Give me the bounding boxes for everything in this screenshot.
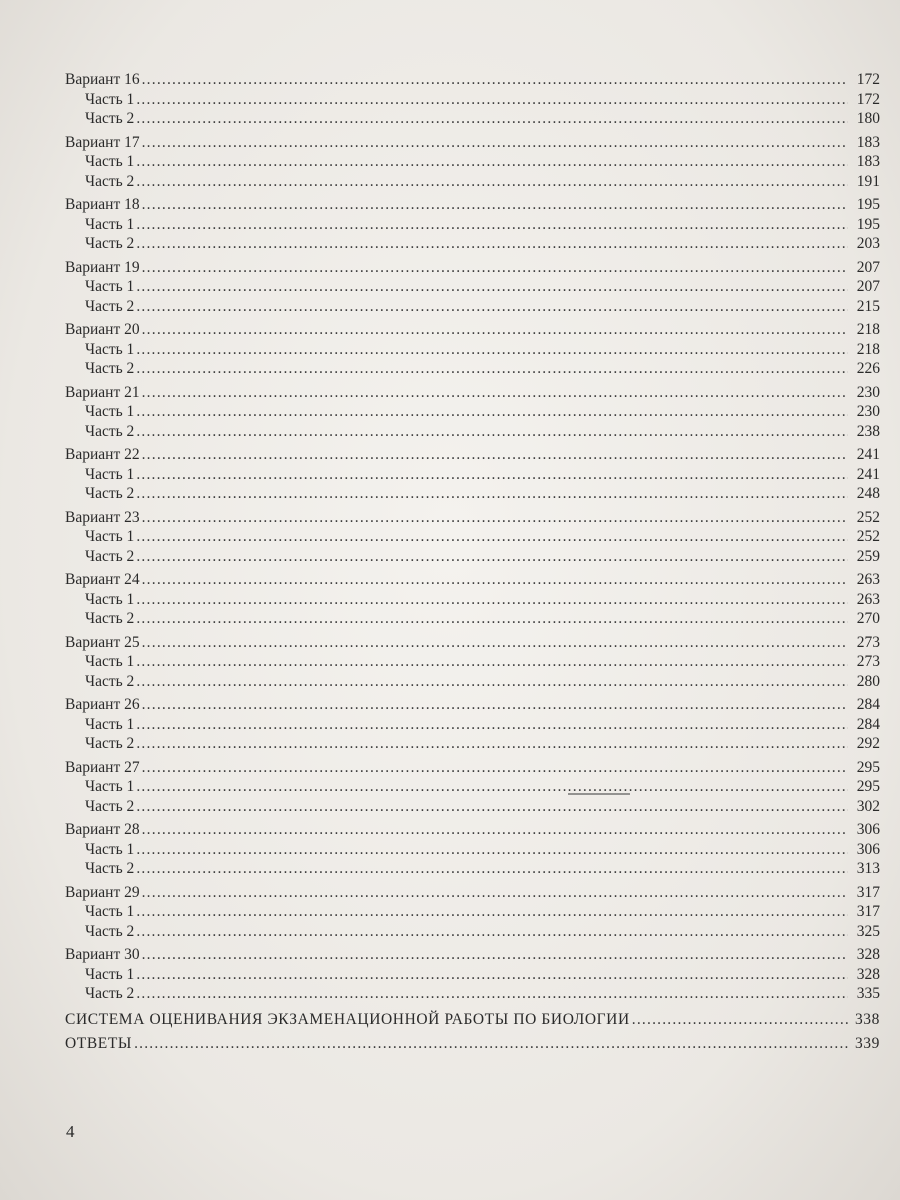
toc-variant-group [65, 508, 880, 567]
dot-leader [136, 109, 848, 129]
toc-variant-entry-page-number: 183 [856, 133, 880, 151]
toc-variant-entry[interactable] [65, 508, 880, 528]
dot-leader [142, 320, 848, 340]
toc-variant-entry-page-number: 328 [856, 946, 880, 963]
dot-leader [136, 840, 848, 860]
toc-part-entry-label: Часть 2 [85, 922, 135, 940]
toc-part-entry-label: Часть 1 [85, 340, 135, 358]
dot-leader [136, 422, 848, 442]
toc-part-entry[interactable] [65, 215, 880, 235]
toc-part-entry[interactable] [65, 965, 880, 985]
toc-section-entry[interactable] [65, 1008, 880, 1032]
toc-part-entry-label: Часть 1 [85, 590, 135, 608]
toc-variant-entry[interactable] [65, 445, 880, 465]
toc-variant-entry-label: Вариант 16 [65, 71, 140, 88]
toc-part-entry-page-number: 273 [856, 653, 880, 670]
toc-variant-group [65, 758, 880, 817]
toc-part-entry[interactable] [65, 152, 880, 172]
toc-part-entry-label: Часть 1 [85, 465, 135, 483]
toc-variant-group [65, 133, 880, 192]
toc-part-entry-page-number: 335 [856, 985, 880, 1002]
dot-leader [142, 883, 848, 903]
dot-leader [136, 215, 848, 235]
toc-part-entry[interactable] [65, 840, 880, 860]
toc-part-entry-label: Часть 2 [85, 485, 135, 502]
toc-part-entry-label: Часть 2 [85, 610, 135, 627]
toc-variant-entry-label: Вариант 19 [65, 258, 140, 276]
toc-variant-entry-label: Вариант 20 [65, 321, 140, 338]
dot-leader [142, 383, 848, 403]
toc-part-entry-label: Часть 2 [85, 297, 135, 315]
toc-part-entry-page-number: 226 [856, 360, 880, 377]
toc-part-entry[interactable] [65, 777, 880, 797]
toc-variant-entry-page-number: 230 [856, 383, 880, 401]
toc-part-entry-label: Часть 1 [85, 403, 135, 420]
toc-part-entry-label: Часть 2 [85, 235, 135, 252]
dot-leader [136, 527, 848, 547]
toc-variant-entry[interactable] [65, 320, 880, 340]
toc-variant-entry-page-number: 195 [856, 196, 880, 213]
toc-part-entry-label: Часть 2 [85, 735, 135, 752]
dot-leader [136, 922, 848, 942]
toc-part-entry[interactable] [65, 109, 880, 129]
toc-variant-entry-label: Вариант 21 [65, 383, 140, 401]
toc-variant-group [65, 820, 880, 879]
toc-variant-entry[interactable] [65, 570, 880, 590]
toc-variant-group [65, 945, 880, 1004]
toc-part-entry-page-number: 195 [856, 215, 880, 233]
toc-part-entry-label: Часть 1 [85, 715, 135, 733]
toc-part-entry-page-number: 230 [856, 403, 880, 420]
toc-section-entry-label: СИСТЕМА ОЦЕНИВАНИЯ ЭКЗАМЕНАЦИОННОЙ РАБОТЫ ПО БИОЛОГИИ [65, 1010, 630, 1028]
toc-part-entry-label: Часть 1 [85, 528, 135, 545]
toc-part-entry[interactable] [65, 172, 880, 192]
toc-variant-group [65, 320, 880, 379]
dot-leader [142, 195, 848, 215]
toc-part-entry-page-number: 302 [856, 797, 880, 815]
toc-part-entry[interactable] [65, 527, 880, 547]
dot-leader [136, 90, 848, 110]
toc-section-entry-label: ОТВЕТЫ [65, 1034, 133, 1052]
toc-variant-entry-label: Вариант 28 [65, 821, 140, 838]
toc-part-entry[interactable] [65, 734, 880, 754]
dot-leader [136, 152, 848, 172]
toc-part-entry-label: Часть 2 [85, 422, 135, 440]
toc-variant-entry-label: Вариант 24 [65, 571, 140, 588]
toc-part-entry-page-number: 183 [856, 153, 880, 170]
toc-part-entry[interactable] [65, 422, 880, 442]
toc-part-entry-label: Часть 2 [85, 110, 135, 127]
toc-part-entry[interactable] [65, 590, 880, 610]
toc-part-entry[interactable] [65, 902, 880, 922]
toc-part-entry-label: Часть 1 [85, 215, 135, 233]
toc-part-entry-page-number: 259 [856, 547, 880, 565]
toc-part-entry[interactable] [65, 340, 880, 360]
toc-variant-entry-label: Вариант 25 [65, 633, 140, 651]
dot-leader [136, 484, 848, 504]
dot-leader [136, 652, 848, 672]
toc-part-entry-page-number: 215 [856, 297, 880, 315]
dot-leader [142, 945, 848, 965]
dot-leader [136, 402, 848, 422]
toc-part-entry[interactable] [65, 609, 880, 629]
dot-leader [136, 859, 848, 879]
toc-variant-entry-label: Вариант 22 [65, 446, 140, 463]
dot-leader [136, 234, 848, 254]
toc-variant-group [65, 633, 880, 692]
toc-variant-entry-page-number: 241 [856, 446, 880, 463]
toc-variant-entry[interactable] [65, 758, 880, 778]
dot-leader [136, 902, 848, 922]
toc-variant-entry[interactable] [65, 195, 880, 215]
dot-leader [136, 734, 848, 754]
toc-variant-entry-label: Вариант 27 [65, 758, 140, 776]
toc-part-entry[interactable] [65, 277, 880, 297]
toc-part-entry-page-number: 172 [856, 90, 880, 108]
toc-variant-entry-label: Вариант 29 [65, 883, 140, 901]
toc-part-entry-page-number: 252 [856, 528, 880, 545]
toc-variant-entry[interactable] [65, 383, 880, 403]
dot-leader [136, 297, 848, 317]
toc-variant-group [65, 883, 880, 942]
dot-leader [136, 715, 848, 735]
toc-part-entry-page-number: 292 [856, 735, 880, 752]
toc-variant-group [65, 445, 880, 504]
toc-part-entry[interactable] [65, 859, 880, 879]
toc-variant-entry-label: Вариант 18 [65, 196, 140, 213]
toc-part-entry[interactable] [65, 715, 880, 735]
toc-part-entry-page-number: 328 [856, 965, 880, 983]
toc-part-entry-label: Часть 1 [85, 278, 135, 295]
toc-part-entry[interactable] [65, 90, 880, 110]
dot-leader [136, 277, 848, 297]
dot-leader [142, 820, 848, 840]
toc-part-entry-page-number: 270 [856, 610, 880, 627]
toc-part-entry-label: Часть 1 [85, 90, 135, 108]
dot-leader [136, 172, 848, 192]
toc-variant-entry-page-number: 207 [856, 258, 880, 276]
dot-leader [136, 547, 848, 567]
toc-variant-entry[interactable] [65, 258, 880, 278]
toc-part-entry-page-number: 263 [856, 590, 880, 608]
toc-part-entry-label: Часть 2 [85, 172, 135, 190]
toc-part-entry-label: Часть 2 [85, 672, 135, 690]
toc-variant-entry-page-number: 295 [856, 758, 880, 776]
dot-leader [136, 340, 848, 360]
dot-leader [136, 609, 848, 629]
toc-part-entry-page-number: 238 [856, 422, 880, 440]
toc-part-entry[interactable] [65, 402, 880, 422]
toc-section-entry-page-number: 338 [854, 1010, 880, 1028]
dot-leader [142, 570, 848, 590]
toc-part-entry[interactable] [65, 297, 880, 317]
toc-variant-entry-page-number: 273 [856, 633, 880, 651]
toc-variant-group [65, 70, 880, 129]
dot-leader [142, 133, 848, 153]
toc-variant-entry-label: Вариант 30 [65, 946, 140, 963]
toc-variant-group [65, 695, 880, 754]
dot-leader [136, 672, 848, 692]
dot-leader [142, 70, 848, 90]
toc-part-entry-label: Часть 1 [85, 965, 135, 983]
toc-part-entry[interactable] [65, 652, 880, 672]
toc-variant-group [65, 258, 880, 317]
dot-leader [142, 695, 848, 715]
toc-variant-entry-page-number: 284 [856, 696, 880, 713]
toc-part-entry-page-number: 203 [856, 235, 880, 252]
dot-leader [136, 984, 848, 1004]
toc-section-entry[interactable] [65, 1032, 880, 1056]
toc-variant-entry-page-number: 263 [856, 571, 880, 588]
toc-part-entry-page-number: 207 [856, 278, 880, 295]
toc-part-entry[interactable] [65, 984, 880, 1004]
dot-leader [136, 777, 848, 797]
toc-variant-group [65, 195, 880, 254]
toc-part-entry-page-number: 248 [856, 485, 880, 502]
dot-leader [142, 633, 848, 653]
toc-part-entry-label: Часть 1 [85, 153, 135, 170]
toc-part-entry[interactable] [65, 922, 880, 942]
toc-variant-entry[interactable] [65, 695, 880, 715]
toc-part-entry[interactable] [65, 547, 880, 567]
toc-part-entry-label: Часть 1 [85, 653, 135, 670]
toc-part-entry-page-number: 191 [856, 172, 880, 190]
toc-variant-entry[interactable] [65, 633, 880, 653]
toc-part-entry-page-number: 295 [856, 778, 880, 795]
toc-part-entry-label: Часть 2 [85, 797, 135, 815]
page-number: 4 [66, 1122, 75, 1141]
toc-part-entry[interactable] [65, 465, 880, 485]
dot-leader [142, 258, 848, 278]
table-of-contents [65, 70, 880, 1056]
toc-part-entry[interactable] [65, 234, 880, 254]
toc-variant-entry-page-number: 306 [856, 821, 880, 838]
toc-part-entry-label: Часть 2 [85, 985, 135, 1002]
toc-variant-entry-page-number: 317 [856, 883, 880, 901]
toc-part-entry[interactable] [65, 359, 880, 379]
toc-part-entry-page-number: 317 [856, 903, 880, 920]
toc-variant-entry-label: Вариант 26 [65, 696, 140, 713]
toc-variant-entry-label: Вариант 17 [65, 133, 140, 151]
toc-part-entry-page-number: 306 [856, 840, 880, 858]
toc-part-entry-label: Часть 1 [85, 903, 135, 920]
toc-variant-entry[interactable] [65, 820, 880, 840]
divider [568, 793, 630, 795]
dot-leader [142, 445, 848, 465]
toc-part-entry-label: Часть 2 [85, 860, 135, 877]
dot-leader [134, 1032, 848, 1056]
toc-part-entry[interactable] [65, 484, 880, 504]
toc-part-entry-page-number: 325 [856, 922, 880, 940]
toc-variant-entry[interactable] [65, 70, 880, 90]
toc-part-entry-label: Часть 2 [85, 547, 135, 565]
dot-leader [632, 1008, 848, 1032]
toc-part-entry-page-number: 241 [856, 465, 880, 483]
dot-leader [136, 465, 848, 485]
toc-variant-entry-label: Вариант 23 [65, 508, 140, 526]
toc-variant-entry-page-number: 252 [856, 508, 880, 526]
toc-variant-entry[interactable] [65, 945, 880, 965]
toc-variant-entry[interactable] [65, 133, 880, 153]
dot-leader [142, 508, 848, 528]
dot-leader [136, 797, 848, 817]
toc-part-entry-page-number: 180 [856, 110, 880, 127]
toc-part-entry[interactable] [65, 797, 880, 817]
toc-variant-entry-page-number: 218 [856, 321, 880, 338]
dot-leader [136, 590, 848, 610]
toc-variant-group [65, 570, 880, 629]
toc-variant-entry-page-number: 172 [856, 71, 880, 88]
toc-variant-entry[interactable] [65, 883, 880, 903]
toc-part-entry-page-number: 218 [856, 340, 880, 358]
toc-part-entry-label: Часть 1 [85, 840, 135, 858]
toc-part-entry-page-number: 313 [856, 860, 880, 877]
toc-section-entry-page-number: 339 [854, 1034, 880, 1052]
dot-leader [136, 359, 848, 379]
dot-leader [142, 758, 848, 778]
toc-part-entry-label: Часть 2 [85, 360, 135, 377]
toc-part-entry[interactable] [65, 672, 880, 692]
dot-leader [136, 965, 848, 985]
toc-part-entry-page-number: 284 [856, 715, 880, 733]
toc-part-entry-label: Часть 1 [85, 778, 135, 795]
toc-part-entry-page-number: 280 [856, 672, 880, 690]
toc-variant-group [65, 383, 880, 442]
